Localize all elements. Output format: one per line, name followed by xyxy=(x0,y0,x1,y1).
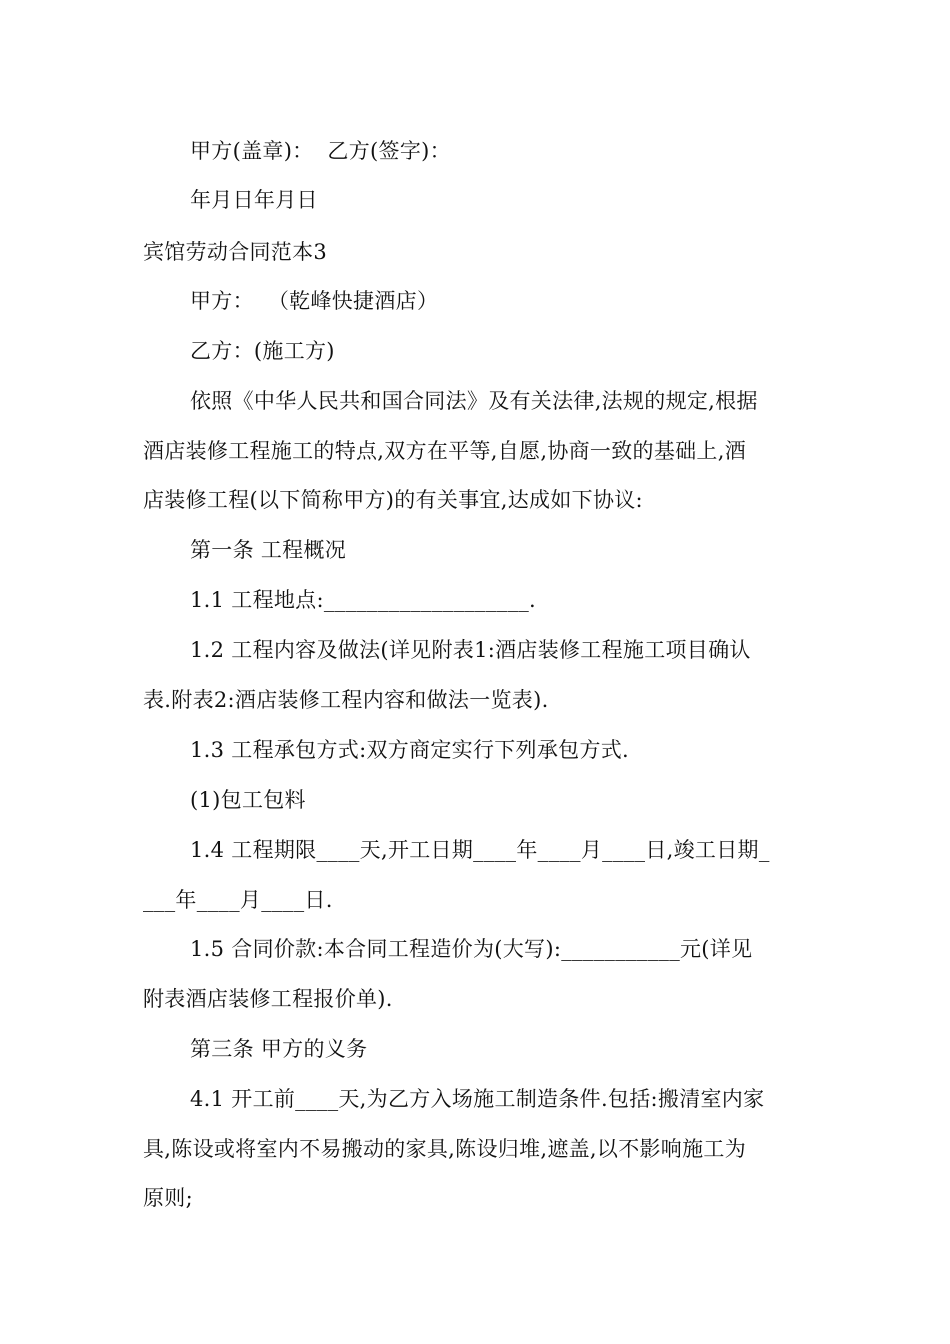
signature-line: 甲方(盖章)： 乙方(签字)： xyxy=(190,139,451,163)
article-heading-1: 第一条 工程概况 xyxy=(190,538,347,562)
clause-1-5-line-2: 附表酒店装修工程报价单). xyxy=(143,987,393,1011)
clause-1-1: 1.1 工程地点:___________________. xyxy=(190,588,537,612)
clause-1-3-item-1: (1)包工包料 xyxy=(190,788,306,812)
clause-1-2-line-2: 表.附表2:酒店装修工程内容和做法一览表). xyxy=(143,688,549,712)
party-a-line: 甲方： （乾峰快捷酒店） xyxy=(190,289,439,313)
clause-1-2-line-1: 1.2 工程内容及做法(详见附表1:酒店装修工程施工项目确认 xyxy=(190,638,751,662)
article-heading-3: 第三条 甲方的义务 xyxy=(190,1037,368,1061)
clause-4-1-line-1: 4.1 开工前____天,为乙方入场施工制造条件.包括:搬清室内家 xyxy=(190,1087,765,1111)
clause-1-4-line-1: 1.4 工程期限____天,开工日期____年____月____日,竣工日期_ xyxy=(190,838,770,862)
contract-title: 宾馆劳动合同范本3 xyxy=(143,240,328,264)
clause-4-1-line-3: 原则; xyxy=(143,1186,193,1210)
preamble-line-1: 依照《中华人民共和国合同法》及有关法律,法规的规定,根据 xyxy=(190,389,758,413)
clause-1-4-line-2: ___年____月____日. xyxy=(143,888,333,912)
clause-1-5-line-1: 1.5 合同价款:本合同工程造价为(大写):___________元(详见 xyxy=(190,937,753,961)
date-line: 年月日年月日 xyxy=(190,188,318,212)
clause-1-3: 1.3 工程承包方式:双方商定实行下列承包方式. xyxy=(190,738,630,762)
preamble-line-3: 店装修工程(以下简称甲方)的有关事宜,达成如下协议: xyxy=(143,488,643,512)
party-b-line: 乙方：(施工方) xyxy=(190,339,335,363)
clause-4-1-line-2: 具,陈设或将室内不易搬动的家具,陈设归堆,遮盖,以不影响施工为 xyxy=(143,1137,746,1161)
preamble-line-2: 酒店装修工程施工的特点,双方在平等,自愿,协商一致的基础上,酒 xyxy=(143,439,746,463)
